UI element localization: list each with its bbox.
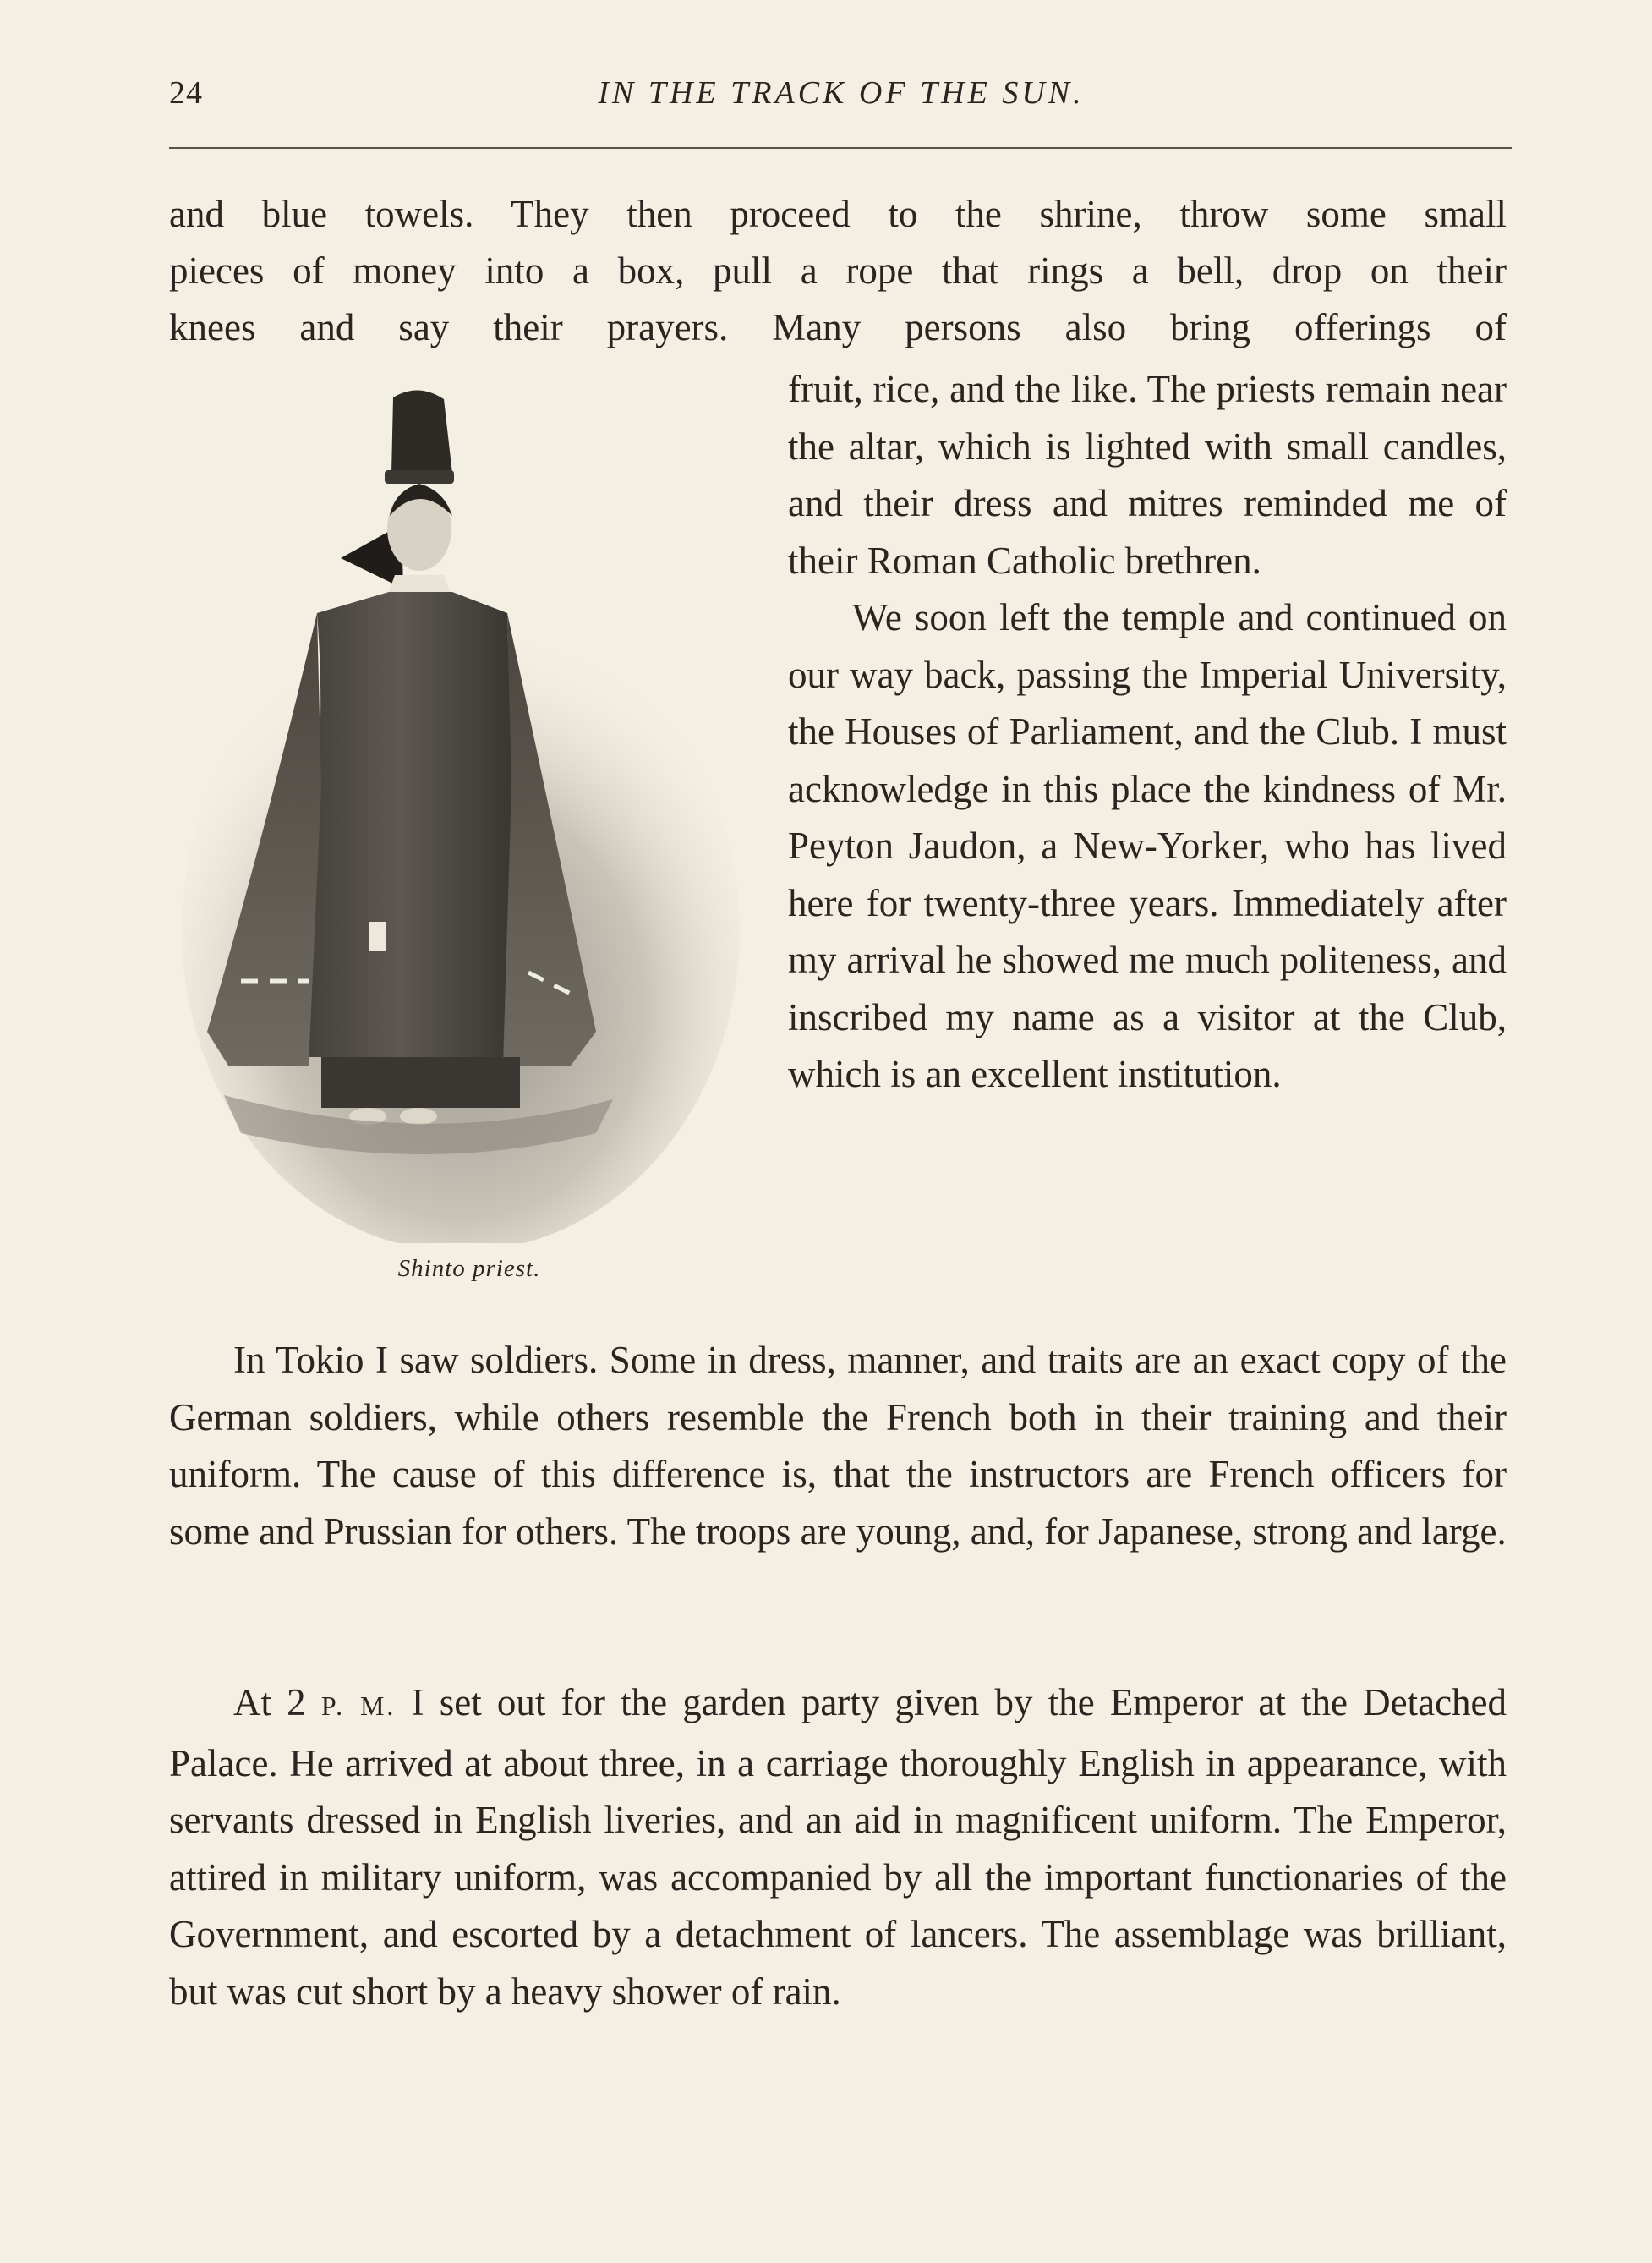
paragraph-garden-party-rest: I set out for the garden party given by the Emperor at the Detached Palace. He arrived at about three, in a carriage thoroughly English in appearance, with servants dressed in English liveries, and an aid in magnificent uniform. The Emperor, attired in military uniform, was accompanied by all the important functionaries of the Government, and escorted by a detachment of lancers. The assemblage was brilliant, but was cut short by a heavy shower of rain. — [169, 1681, 1507, 2013]
page-number: 24 — [169, 75, 203, 111]
running-title: IN THE TRACK OF THE SUN. — [598, 75, 1085, 111]
paragraph-soldiers: In Tokio I saw soldiers. Some in dress, manner, and traits are an exact copy of the German soldiers, while others resemble the French both in their training and their uniform. The cause of this difference is, that the instructors are French officers for some and Prussian for others. The troops are young, and, for Japanese, strong and large. — [169, 1339, 1507, 1553]
side-paragraph-1: fruit, rice, and the like. The priests remain near the altar, which is lighted with small candles, and their dress and mitres reminded me of their Roman Catholic brethren. — [788, 368, 1507, 582]
header-rule — [169, 147, 1512, 149]
shinto-priest-image — [173, 389, 765, 1243]
time-small-caps: P. M. — [320, 1690, 397, 1721]
intro-line-3: knees and say their prayers. Many persons also bring offerings of — [169, 306, 1507, 348]
side-column — [788, 361, 1507, 1104]
running-head — [169, 74, 1513, 122]
paragraph-garden-party — [169, 1674, 1507, 2020]
figure-caption: Shinto priest. — [397, 1255, 541, 1282]
shinto-priest-illustration — [173, 389, 765, 1285]
paragraph-garden-party-start: At 2 — [233, 1681, 306, 1723]
intro-line-2: pieces of money into a box, pull a rope that rings a bell, drop on their — [169, 249, 1507, 292]
intro-line-1: and blue towels. They then proceed to the shrine, throw some small — [169, 193, 1507, 235]
side-paragraph-2: We soon left the temple and continued on our way back, passing the Imperial University, the Houses of Parliament, and the Club. I must acknowledge in this place the kindness of Mr. Peyton Jaudon, a New-Yorker, who has lived here for twenty-three years. Immediately after my arrival he showed me much politeness, and inscribed my name as a visitor at the Club, which is an excellent institution. — [788, 596, 1507, 1095]
